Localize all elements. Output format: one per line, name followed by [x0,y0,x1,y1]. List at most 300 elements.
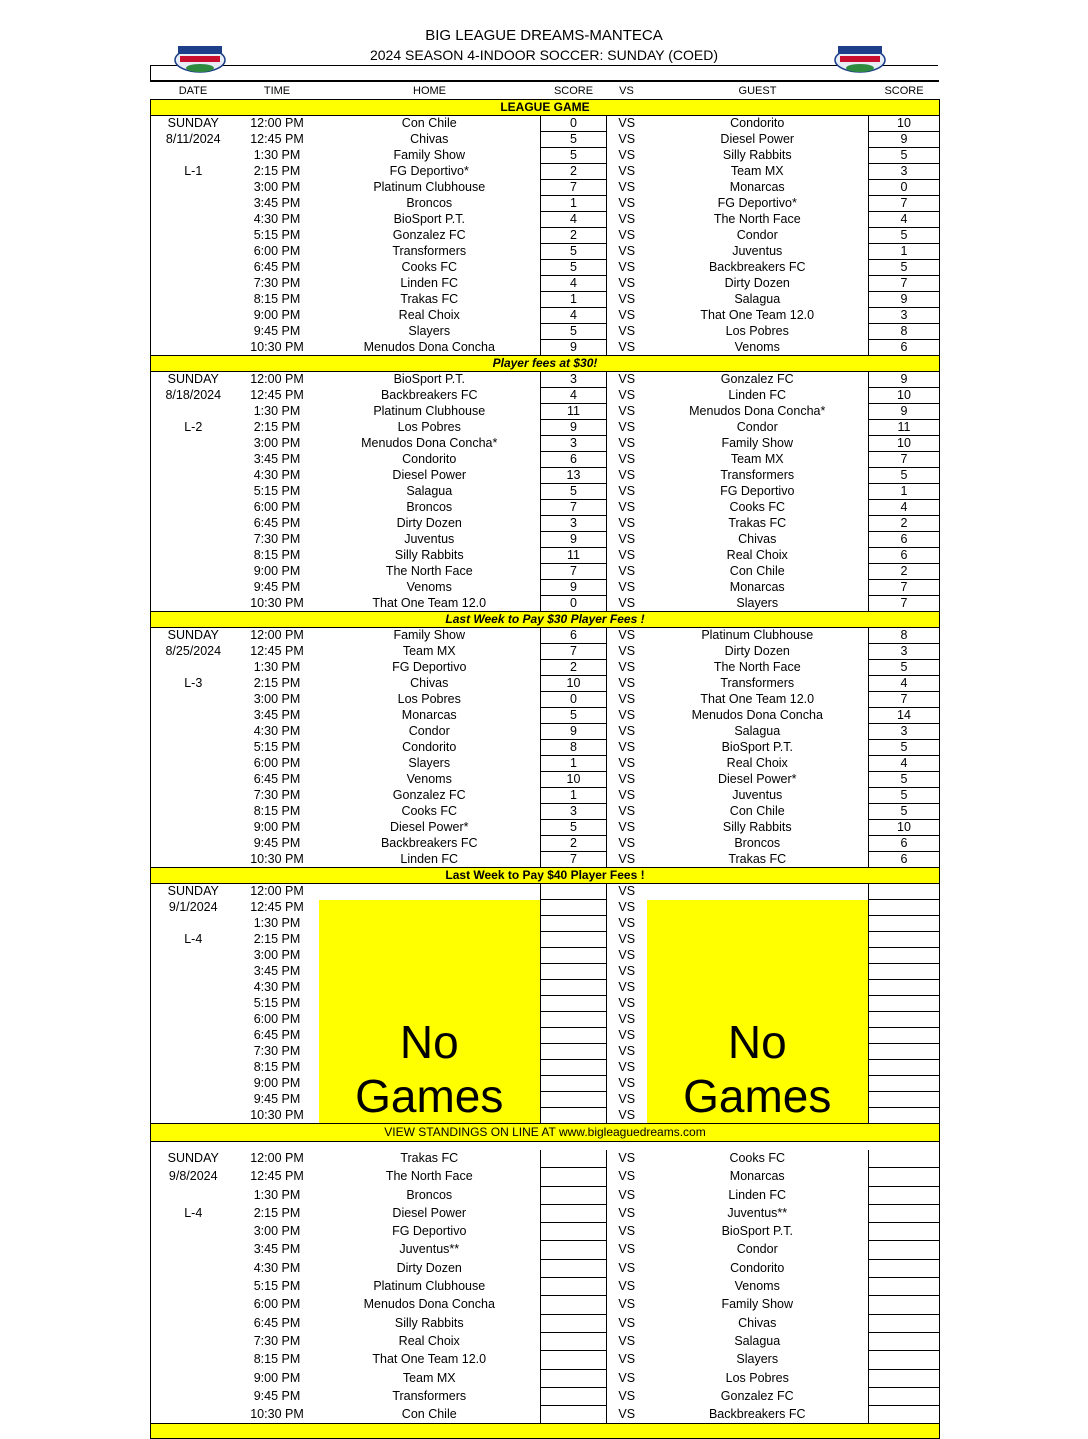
home-score: 11 [541,548,607,564]
date-cell [151,1092,236,1108]
guest-score: 5 [869,228,940,244]
guest-team: Salagua [734,1333,781,1348]
guest-score [869,1108,940,1124]
vs-cell: VS [618,884,636,899]
date-cell [151,180,236,196]
guest-score: 9 [869,372,940,388]
time-cell: 6:00 PM [253,1012,301,1026]
banner-row [151,612,940,628]
no-games-text: No [399,1016,459,1068]
table-row [151,420,940,436]
guest-team: Slayers [736,595,779,610]
banner-text: Last Week to Pay $30 Player Fees ! [151,612,940,628]
date-cell [151,1369,236,1387]
date-cell [151,1108,236,1124]
time-cell: 6:45 PM [253,516,301,530]
date-cell [151,820,236,836]
vs-cell: VS [618,372,636,387]
time-cell: 8:15 PM [253,1060,301,1074]
time-cell: 3:45 PM [253,452,301,466]
time-cell: 4:30 PM [253,468,301,482]
guest-score: 5 [869,660,940,676]
table-row [151,260,940,276]
vs-cell: VS [618,740,636,754]
guest-team: Family Show [721,436,794,450]
home-team: Condorito [402,740,457,754]
vs-cell: VS [618,980,636,994]
home-score: 6 [541,628,607,644]
vs-cell: VS [618,1333,636,1348]
time-cell: 12:45 PM [250,644,304,658]
guest-score: 7 [869,196,940,212]
home-score [541,1332,607,1350]
date-cell [151,1241,236,1259]
guest-team: The North Face [713,660,801,674]
home-score: 3 [541,436,607,452]
table-row [151,884,940,900]
vs-cell: VS [618,132,636,146]
vs-cell: VS [618,708,636,722]
home-score: 6 [541,452,607,468]
date-cell [151,484,236,500]
date-cell [151,1278,236,1296]
home-team: Broncos [406,500,453,514]
home-team: Chivas [410,132,449,146]
vs-cell: VS [618,339,636,354]
guest-score: 14 [869,708,940,724]
guest-score [869,1028,940,1044]
home-team: Slayers [408,324,451,338]
home-team: FG Deportivo [392,1224,467,1239]
guest-team: Menudos Dona Concha* [689,404,826,418]
vs-cell: VS [618,276,636,290]
date-cell [151,324,236,340]
guest-score [869,1369,940,1387]
time-cell: 6:00 PM [253,244,301,258]
home-score: 1 [541,292,607,308]
time-cell: 3:00 PM [253,948,301,962]
time-cell: 9:00 PM [253,1076,301,1090]
time-cell: 6:00 PM [253,500,301,514]
guest-score [869,1168,940,1186]
home-score: 13 [541,468,607,484]
vs-cell: VS [618,388,636,402]
time-cell: 5:15 PM [253,484,301,498]
table-row [151,276,940,292]
time-cell: 9:00 PM [253,564,301,578]
vs-cell: VS [618,676,636,690]
banner-text: Player fees at $30! [151,356,940,372]
table-row [151,436,940,452]
vs-cell: VS [618,1107,636,1122]
home-score: 1 [541,756,607,772]
vs-cell: VS [618,644,636,658]
home-team: Backbreakers FC [380,388,478,402]
home-team: Team MX [402,1370,456,1385]
table-row [151,900,940,916]
home-team: Linden FC [400,851,459,866]
home-score [541,1314,607,1332]
date-cell [151,1044,236,1060]
guest-team: Team MX [730,164,784,178]
home-team: Cooks FC [401,260,458,274]
time-cell: 2:15 PM [253,932,301,946]
time-cell: 9:45 PM [253,580,301,594]
time-cell: 1:30 PM [253,1187,301,1202]
home-score: 2 [541,228,607,244]
home-score [541,1223,607,1241]
home-score [541,1204,607,1222]
table-row [151,644,940,660]
guest-score: 10 [869,388,940,404]
time-cell: 2:15 PM [253,676,301,690]
date-cell [151,692,236,708]
home-score [541,1076,607,1092]
date-cell [151,548,236,564]
table-row [151,836,940,852]
guest-score: 5 [869,804,940,820]
guest-team: Family Show [721,1297,794,1312]
guest-team: Trakas FC [728,516,787,530]
date-cell [151,436,236,452]
date-cell [151,1314,236,1332]
time-cell: 6:00 PM [253,1297,301,1312]
home-score [541,1387,607,1405]
table-row [151,1296,940,1314]
standings-link[interactable]: VIEW STANDINGS ON LINE AT www.bigleaguedreams.com [151,1124,940,1142]
date-cell [151,1406,236,1424]
guest-team: Gonzalez FC [720,372,794,387]
date-cell [151,1351,236,1369]
vs-cell: VS [618,1028,636,1042]
vs-cell: VS [618,1092,636,1106]
home-score: 5 [541,484,607,500]
guest-team: Transformers [720,468,795,482]
time-cell: 12:45 PM [250,900,304,914]
vs-cell: VS [618,932,636,946]
guest-score: 1 [869,484,940,500]
vs-cell: VS [618,548,636,562]
home-score [541,1150,607,1168]
guest-score: 4 [869,676,940,692]
guest-team: Juventus [732,788,783,802]
vs-cell: VS [618,595,636,610]
table-row [151,852,940,868]
guest-team: Los Pobres [725,1370,789,1385]
table-row [151,164,940,180]
guest-team: Venoms [734,339,780,354]
home-score [541,1044,607,1060]
col-vs: VS [607,84,647,100]
vs-cell: VS [618,564,636,578]
home-score: 1 [541,788,607,804]
date-cell [151,836,236,852]
home-score: 1 [541,196,607,212]
home-score [541,1060,607,1076]
guest-score: 5 [869,260,940,276]
time-cell: 12:00 PM [250,884,304,899]
guest-team: Cooks FC [729,500,786,514]
table-row [151,180,940,196]
guest-score: 11 [869,420,940,436]
vs-cell: VS [618,148,636,162]
home-score: 7 [541,644,607,660]
vs-cell: VS [618,772,636,786]
home-score: 3 [541,372,607,388]
time-cell: 10:30 PM [250,1107,304,1122]
guest-score [869,1332,940,1350]
home-score: 3 [541,804,607,820]
home-team: That One Team 12.0 [372,595,487,610]
date-cell [151,1076,236,1092]
vs-cell: VS [618,1076,636,1090]
table-row [151,484,940,500]
home-team: Slayers [408,756,451,770]
guest-score: 6 [869,548,940,564]
vs-cell: VS [618,1187,636,1202]
table-row [151,324,940,340]
guest-score: 6 [869,836,940,852]
guest-team: Platinum Clubhouse [701,628,814,643]
guest-team: Diesel Power* [717,772,797,786]
guest-score [869,1076,940,1092]
home-team: Gonzalez FC [392,788,466,802]
date-cell: SUNDAY [151,1150,236,1168]
end-banner [151,1424,940,1439]
date-cell: SUNDAY [151,116,236,132]
home-team: Dirty Dozen [396,516,462,530]
home-team: Diesel Power [392,468,467,482]
home-score [541,1108,607,1124]
vs-cell: VS [618,452,636,466]
guest-team: Salagua [734,724,781,738]
home-score: 0 [541,692,607,708]
vs-cell: VS [618,836,636,850]
home-score [541,964,607,980]
date-cell [151,212,236,228]
schedule-table [150,84,940,1439]
home-score: 2 [541,836,607,852]
vs-cell: VS [618,900,636,914]
table-row [151,308,940,324]
guest-score: 10 [869,116,940,132]
guest-score [869,916,940,932]
home-team: Con Chile [401,116,457,131]
time-cell: 8:15 PM [253,804,301,818]
time-cell: 5:15 PM [253,996,301,1010]
guest-score: 5 [869,148,940,164]
date-cell: L-1 [151,164,236,180]
home-team: Transformers [392,1388,467,1403]
table-row [151,340,940,356]
home-team: Los Pobres [397,420,461,434]
table-row [151,692,940,708]
home-team: Condorito [402,452,457,466]
home-team: Salagua [406,484,453,498]
guest-score: 3 [869,308,940,324]
guest-score: 5 [869,788,940,804]
guest-score [869,1223,940,1241]
date-cell [151,148,236,164]
table-row [151,708,940,724]
table-row [151,1278,940,1296]
date-cell [151,564,236,580]
vs-cell: VS [618,500,636,514]
date-cell [151,1296,236,1314]
date-cell [151,852,236,868]
home-score [541,932,607,948]
time-cell: 2:15 PM [253,420,301,434]
date-cell: L-4 [151,1204,236,1222]
guest-team: Chivas [738,532,777,546]
guest-team: That One Team 12.0 [700,692,815,706]
home-score [541,1369,607,1387]
time-cell: 7:30 PM [253,1333,301,1348]
vs-cell: VS [618,948,636,962]
date-cell [151,580,236,596]
date-cell [151,500,236,516]
home-score: 11 [541,404,607,420]
home-score: 5 [541,324,607,340]
guest-score: 6 [869,852,940,868]
home-team: Platinum Clubhouse [373,404,486,418]
table-row [151,372,940,388]
time-cell: 3:00 PM [253,436,301,450]
home-score: 3 [541,516,607,532]
vs-cell: VS [618,916,636,930]
guest-score [869,1314,940,1332]
vs-cell: VS [618,1151,636,1166]
guest-score: 6 [869,532,940,548]
table-row [151,596,940,612]
table-row [151,196,940,212]
guest-team: Diesel Power [720,132,795,146]
date-cell [151,196,236,212]
guest-score: 7 [869,692,940,708]
time-cell: 10:30 PM [250,851,304,866]
vs-cell: VS [618,1169,636,1184]
guest-score: 6 [869,340,940,356]
time-cell: 1:30 PM [253,404,301,418]
guest-score: 3 [869,724,940,740]
vs-cell: VS [618,1205,636,1220]
date-cell [151,708,236,724]
guest-team: Cooks FC [729,1151,786,1166]
vs-cell: VS [618,244,636,258]
time-cell: 12:00 PM [250,372,304,387]
vs-cell: VS [618,996,636,1010]
guest-score [869,1012,940,1028]
time-cell: 4:30 PM [253,1260,301,1275]
vs-cell: VS [618,260,636,274]
home-score: 9 [541,340,607,356]
guest-score [869,1150,940,1168]
time-cell: 4:30 PM [253,980,301,994]
header-box [150,66,939,82]
guest-team: Trakas FC [728,851,787,866]
table-row [151,468,940,484]
table-row [151,1406,940,1424]
home-team: Diesel Power [392,1205,467,1220]
guest-team: Linden FC [728,388,787,402]
guest-score: 7 [869,276,940,292]
guest-score: 5 [869,740,940,756]
date-cell [151,1259,236,1277]
guest-score [869,1241,940,1259]
date-cell [151,292,236,308]
guest-score: 5 [869,468,940,484]
date-cell [151,740,236,756]
time-cell: 9:45 PM [253,836,301,850]
guest-score [869,1278,940,1296]
time-cell: 12:45 PM [250,132,304,146]
home-team: FG Deportivo [392,660,467,674]
guest-team: Condor [736,420,778,434]
time-cell: 12:45 PM [250,388,304,402]
no-games-guest [647,900,869,1124]
guest-team: Con Chile [729,804,785,818]
home-score [541,916,607,932]
vs-cell: VS [618,1297,636,1312]
time-cell: 7:30 PM [253,1044,301,1058]
guest-team: Condorito [730,1260,785,1275]
guest-team: Linden FC [728,1187,787,1202]
time-cell: 4:30 PM [253,724,301,738]
no-games-text: Games [683,1070,832,1122]
vs-cell: VS [618,212,636,226]
col-home: HOME [319,84,541,100]
table-row [151,548,940,564]
guest-score: 1 [869,244,940,260]
date-cell: 9/1/2024 [151,900,236,916]
vs-cell: VS [618,1279,636,1294]
home-score: 7 [541,180,607,196]
table-row [151,804,940,820]
guest-score: 8 [869,324,940,340]
guest-score [869,884,940,900]
date-cell [151,916,236,932]
time-cell: 12:00 PM [250,628,304,643]
home-score: 0 [541,116,607,132]
home-score [541,884,607,900]
date-cell [151,532,236,548]
time-cell: 8:15 PM [253,292,301,306]
guest-score [869,1259,940,1277]
guest-team: Condor [736,1242,778,1257]
guest-team: Juventus** [727,1205,788,1220]
time-cell: 1:30 PM [253,660,301,674]
table-row [151,1204,940,1222]
home-team: Con Chile [401,1406,457,1421]
table-row [151,116,940,132]
time-cell: 4:30 PM [253,212,301,226]
footer-row [151,1124,940,1142]
vs-cell: VS [618,292,636,306]
date-cell [151,228,236,244]
vs-cell: VS [618,404,636,418]
date-cell: SUNDAY [151,628,236,644]
guest-score [869,900,940,916]
vs-cell: VS [618,756,636,770]
home-team: Dirty Dozen [396,1260,462,1275]
home-team: Platinum Clubhouse [373,180,486,194]
home-team: Broncos [406,196,453,210]
vs-cell: VS [618,1406,636,1421]
guest-score: 7 [869,452,940,468]
table-row [151,676,940,692]
date-cell: L-3 [151,676,236,692]
home-score [541,948,607,964]
